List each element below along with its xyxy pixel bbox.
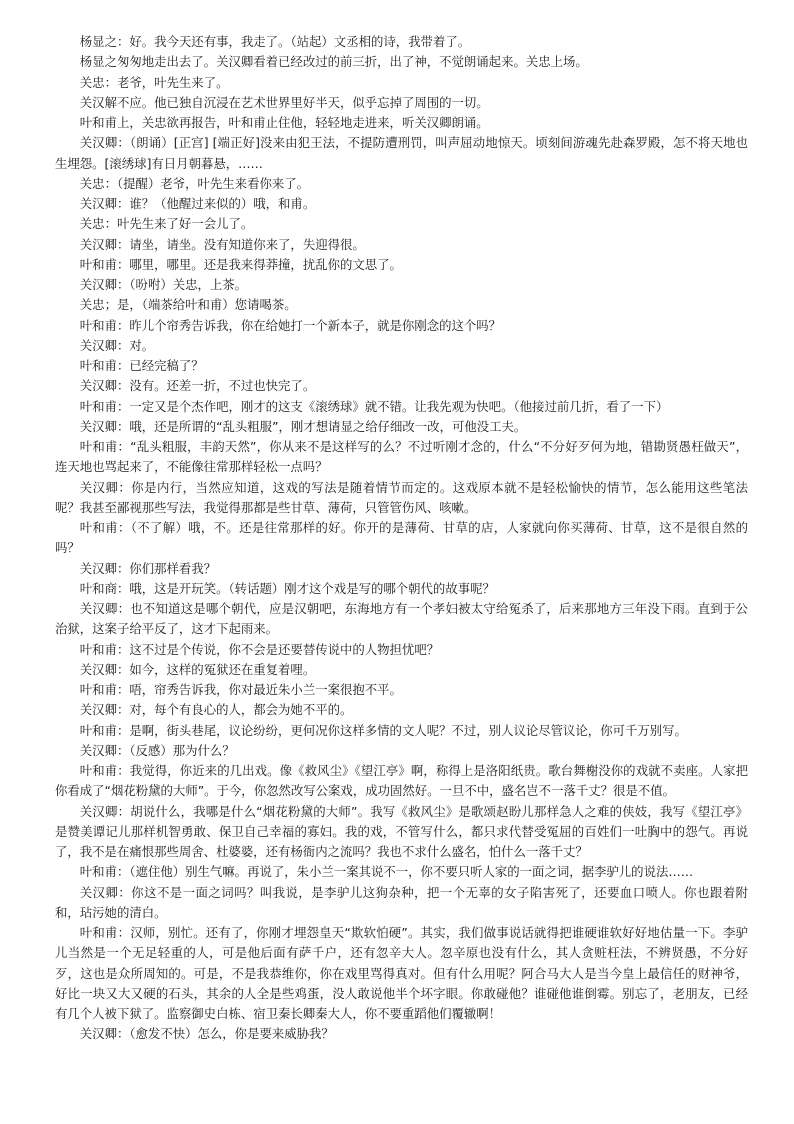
script-paragraph: 关汉卿：谁？（他醒过来似的）哦，和甫。 — [79, 196, 316, 211]
script-paragraph: 关汉卿：胡说什么，我哪是什么“烟花粉黛的大师”。我写《救风尘》是歌颂赵盼儿那样急人之难的侠妓，我写《望江亭》是赞美谭记儿那样机智勇敢、保卫自己幸福的寡妇。我的戏，不管写什么，都只求代替受冤屈的百姓们一吐胸中的怨气。再说了，我不是在痛恨那些周舍、杜婆婆，还有杨衙内之流吗？我也不求什么盛名，怕什么一落千丈？ — [55, 803, 748, 859]
script-paragraph: 叶和甫：昨儿个帘秀告诉我，你在给她打一个新本子，就是你刚念的这个吗？ — [79, 317, 502, 333]
script-paragraph: 关汉卿：你这不是一面之词吗？叫我说，是李驴儿这狗杂种，把一个无辜的女子陷害死了，还要血口喷人。你也跟着附和，玷污她的清白。 — [55, 884, 748, 920]
script-paragraph: 叶和甫：汉师，别忙。还有了，你刚才埋怨皇天“欺软怕硬”。其实，我们做事说话就得把谁硬谁软好好地估量一下。李驴儿当然是一个无足轻重的人，可是他后面有萨千户，还有忽辛大人。忽辛原也没有什么，其人贪赃枉法，不辨贤愚，不分好歹，这也是众所周知的。可是，不是我恭维你，你在戏里骂得真对。但有什么用呢？阿合马大人是当今皇上最信任的财神爷，好比一块又大又硬的石头，其余的人全是些鸡蛋，没人敢说他半个坏字眼。你敢碰他？谁碰他谁倒霉。别忘了，老朋友，已经有几个人被下狱了。监察御史白栋、宿卫秦长卿秦大人，你不要重蹈他们覆辙啊！ — [55, 925, 748, 1021]
script-paragraph: 关汉卿：也不知道这是哪个朝代，应是汉朝吧，东海地方有一个孝妇被太守给冤杀了，后来那地方三年没下雨。直到于公治狱，这案子给平反了，这才下起雨来。 — [55, 601, 748, 637]
script-paragraph: 关汉卿：如今，这样的冤狱还在重复着哩。 — [79, 661, 316, 677]
script-paragraph: 关忠：叶先生来了好一会儿了。 — [79, 216, 254, 232]
script-paragraph: 关汉卿：哦，还是所谓的“乱头粗服”，刚才想请显之给仔细改一改，可他没工夫。 — [79, 418, 527, 434]
script-paragraph: 叶和商：哦，这是开玩笑。（转话题）刚才这个戏是写的哪个朝代的故事呢？ — [79, 580, 495, 596]
script-paragraph: 叶和甫：唔，帘秀告诉我，你对最近朱小兰一案很抱不平。 — [79, 682, 402, 697]
script-paragraph: 叶和甫：是啊，街头巷尾，议论纷纷，更何况你这样多情的文人呢？不过，别人议论尽管议论，你可千万别写。 — [79, 722, 687, 738]
script-paragraph: 关汉卿：对，每个有良心的人，都会为她不平的。 — [79, 702, 353, 718]
script-paragraph: 关忠；是，（端茶给叶和甫）您请喝茶。 — [79, 297, 297, 313]
script-paragraph: 叶和甫：（遮住他）别生气嘛。再说了，朱小兰一案其说不一，你不要只听人家的一面之词，据李驴儿的说法…… — [79, 864, 694, 880]
script-paragraph: 叶和甫上，关忠欲再报告，叶和甫止住他，轻轻地走进来，听关汉卿朗诵。 — [79, 115, 489, 130]
script-paragraph: 杨显之匆匆地走出去了。关汉卿看着已经改过的前三折，出了神，不觉朗诵起来。关忠上场。 — [79, 54, 588, 70]
script-paragraph: 叶和甫：“乱头粗服，丰韵天然”，你从来不是这样写的么？不过听刚才念的，什么“不分好歹何为地，错勘贤愚枉做天”，连天地也骂起来了，不能像往常那样轻松一点吗？ — [55, 439, 748, 475]
script-paragraph: 关汉卿：你们那样看我？ — [79, 560, 217, 576]
script-paragraph: 叶和甫：哪里，哪里。还是我来得莽撞，扰乱你的文思了。 — [79, 256, 402, 272]
script-paragraph: 叶和甫：已经完稿了？ — [79, 358, 204, 373]
script-paragraph: 关汉解不应。他已独自沉浸在艺术世界里好半天，似乎忘掉了周围的一切。 — [79, 94, 489, 110]
script-paragraph: 关忠：老爷，叶先生来了。 — [79, 74, 229, 90]
script-paragraph: 叶和甫：一定又是个杰作吧，刚才的这支《滚绣球》就不错。让我先观为快吧。（他接过前几折，看了一下） — [79, 398, 669, 414]
script-paragraph: 关忠：（提醒）老爷，叶先生来看你来了。 — [79, 175, 310, 191]
script-paragraph: 关汉卿：你是内行，当然应知道，这戏的写法是随着情节而定的。这戏原本就不是轻松愉快的情节，怎么能用这些笔法呢？我甚至鄙视那些写法，我觉得那都是些甘草、薄荷，只管管伤风、咳嗽。 — [55, 479, 748, 515]
script-paragraph: 叶和甫：（不了解）哦，不。还是往常那样的好。你开的是薄荷、甘草的店，人家就向你买薄荷、甘草，这不是很自然的吗？ — [55, 520, 748, 556]
script-paragraph: 关汉卿：（愈发不快）怎么，你是要来威胁我？ — [79, 1026, 334, 1042]
script-paragraph: 关汉卿：对。 — [79, 337, 155, 353]
script-paragraph: 关汉卿：（朗诵）[正宫] [端正好]没来由犯王法，不提防遭刑罚，叫声屈动地惊天。顷刻间游魂先赴森罗殿，怎不将天地也生埋怨。[滚绣球]有日月朝暮悬，…… — [55, 135, 748, 171]
script-paragraph: 关汉卿：（吩咐）关忠，上茶。 — [79, 277, 248, 292]
script-paragraph: 杨显之：好。我今天还有事，我走了。（站起）文丞相的诗，我带着了。 — [79, 34, 471, 49]
script-paragraph: 关汉卿：请坐，请坐。没有知道你来了，失迎得很。 — [79, 236, 365, 252]
script-paragraph: 叶和甫：这不过是个传说，你不会是还要替传说中的人物担忧吧？ — [79, 641, 440, 657]
script-paragraph: 关汉卿：（反感）那为什么？ — [79, 742, 235, 758]
script-paragraph: 关汉卿：没有。还差一折，不过也快完了。 — [79, 378, 316, 394]
script-paragraph: 叶和甫：我觉得，你近来的几出戏。像《救风尘》《望江亭》啊，称得上是洛阳纸贵。歌台舞榭没你的戏就不卖座。人家把你看成了“烟花粉黛的大师”。于今，你忽然改写公案戏，成功固然好。一旦不中，盛名岂不一落千丈？很是不值。 — [55, 763, 748, 799]
